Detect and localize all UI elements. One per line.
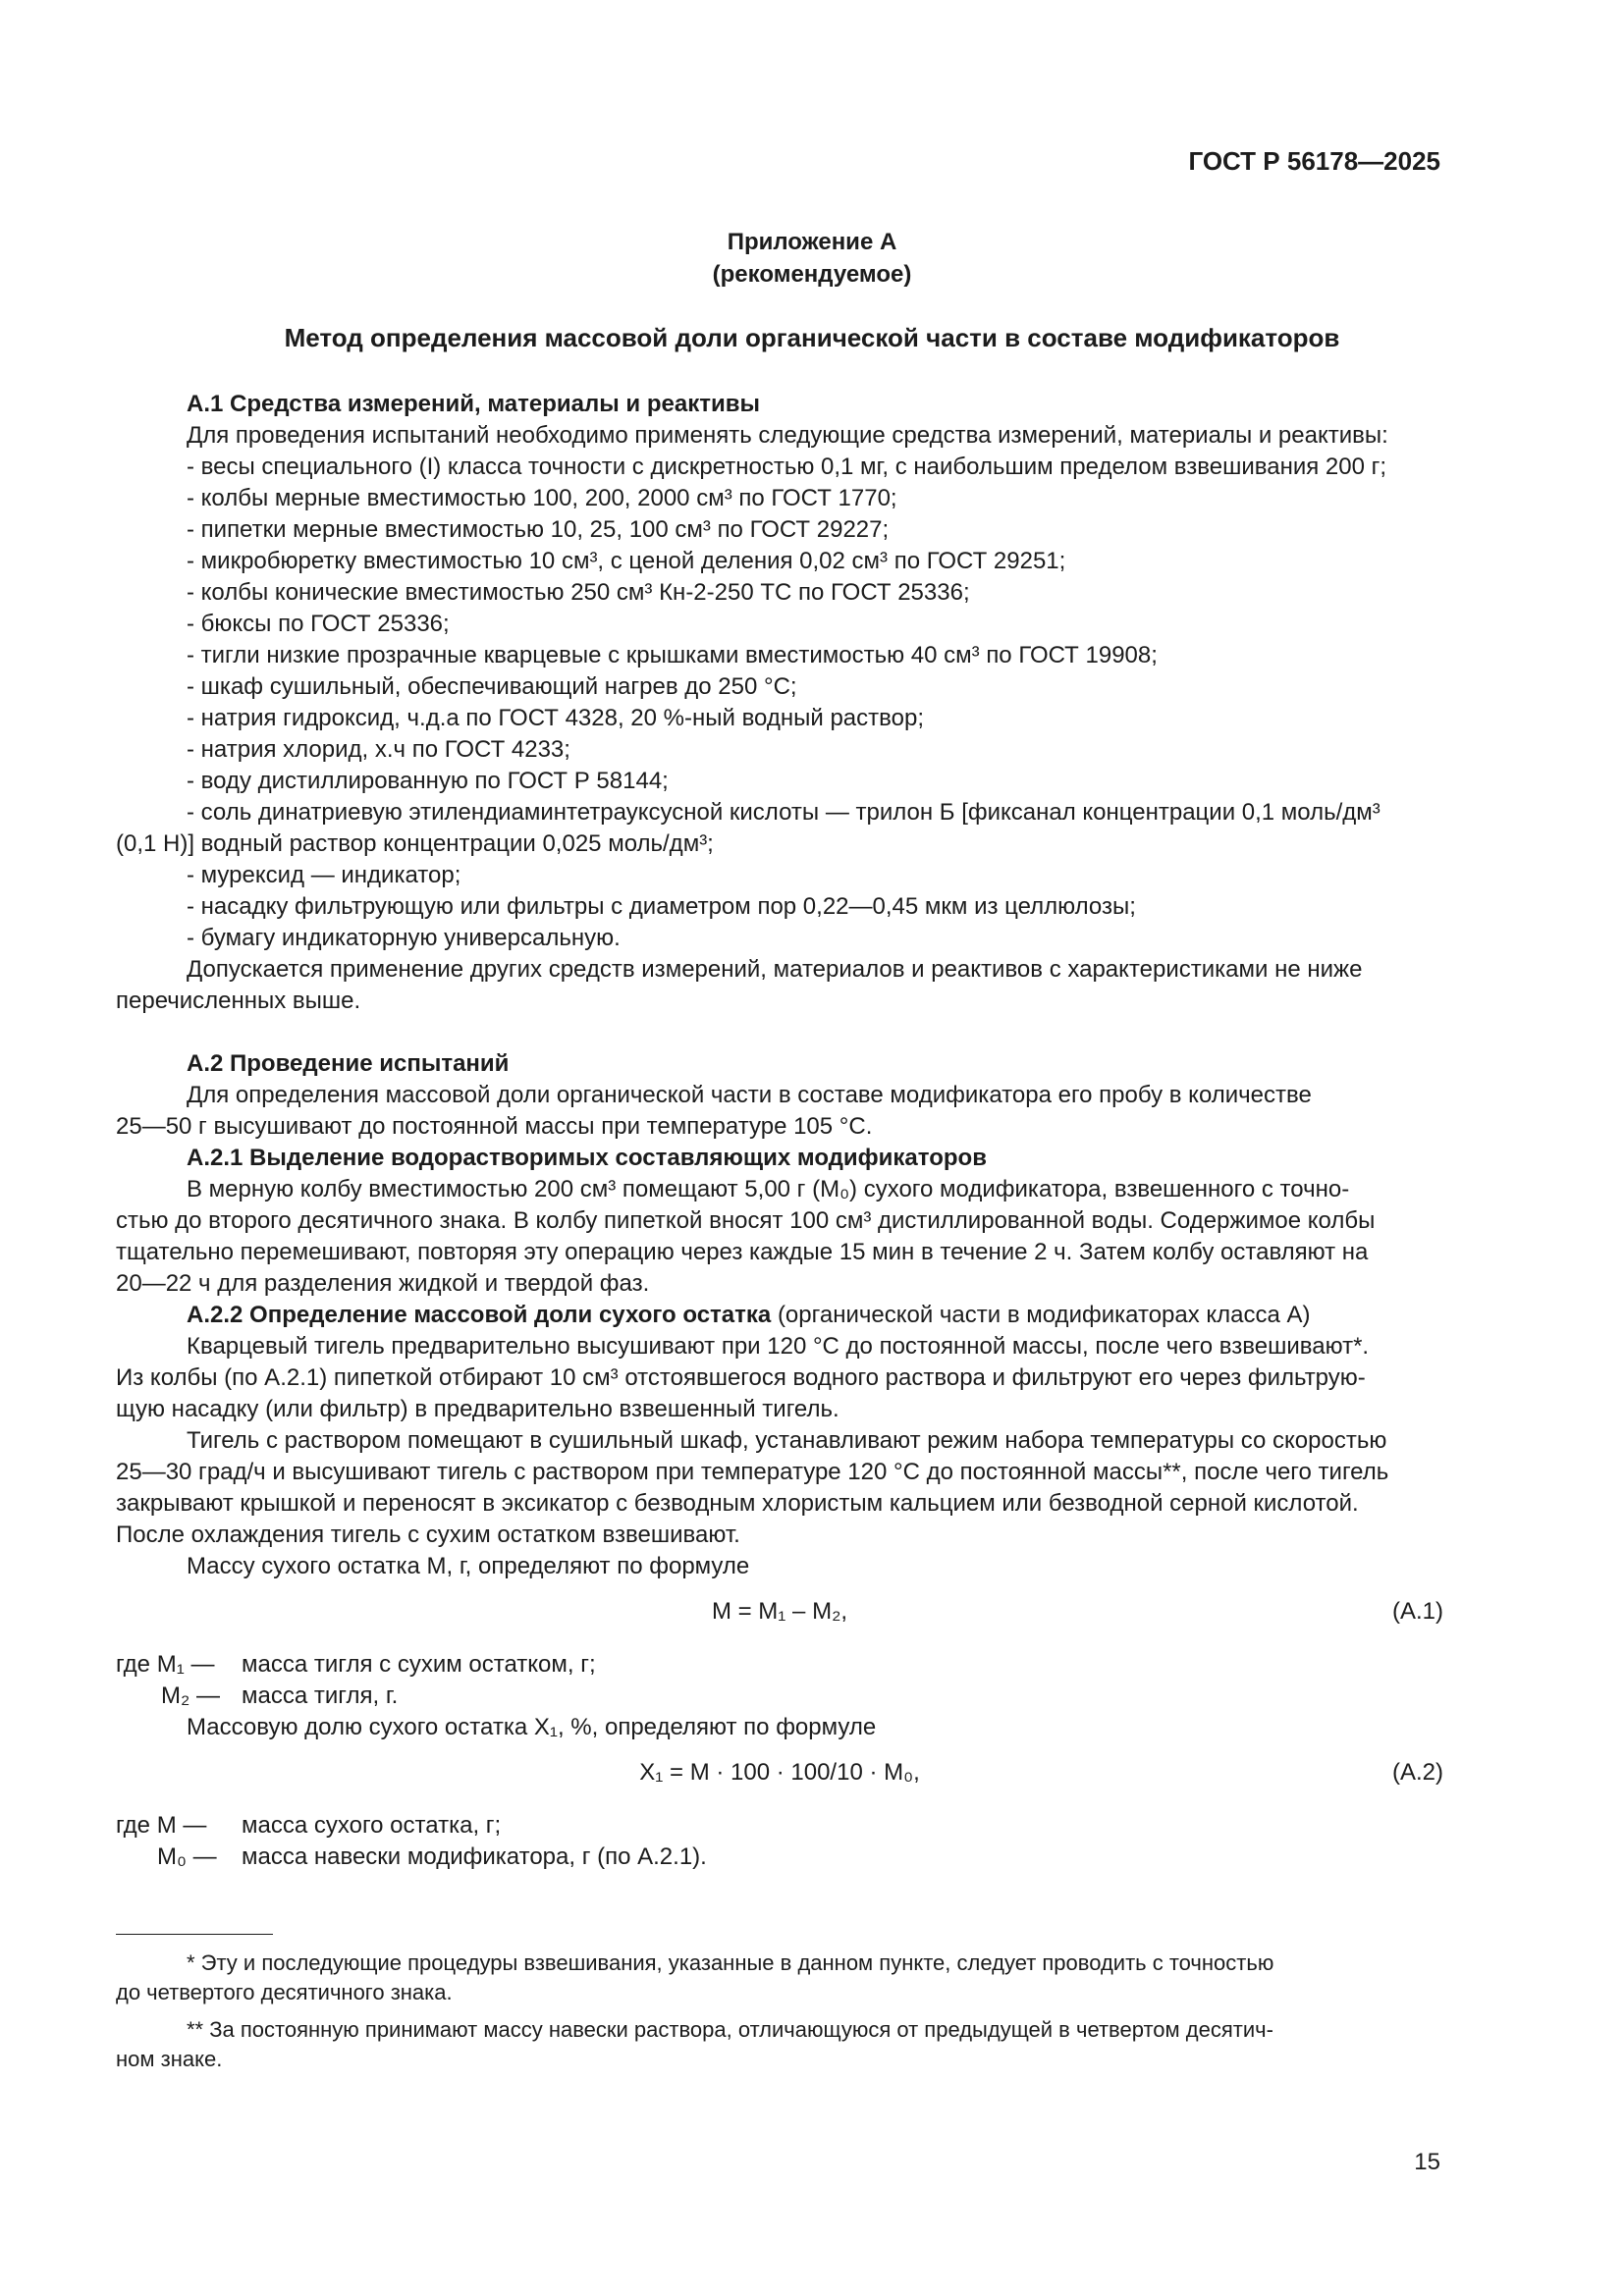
where-description: масса навески модификатора, г (по А.2.1).	[242, 1843, 707, 1870]
list-item: - насадку фильтрующую или фильтры с диаметром пор 0,22—0,45 мкм из целлюлозы;	[187, 893, 1136, 920]
subsection-a22-heading-line	[187, 1300, 1443, 1331]
section-a1-heading: А.1 Средства измерений, материалы и реактивы	[187, 391, 760, 417]
footnote-2: ** За постоянную принимают массу навески раствора, отличающуюся от предыдущей в четвертом десятич-	[187, 2017, 1273, 2042]
section-a2-intro: Для определения массовой доли органической части в составе модификатора его пробу в количестве	[187, 1082, 1312, 1108]
list-item: - натрия хлорид, х.ч по ГОСТ 4233;	[187, 736, 570, 763]
paragraph-line: Из колбы (по А.2.1) пипеткой отбирают 10 см³ отстоявшегося водного раствора и фильтруют его через фильтрую-	[116, 1364, 1366, 1391]
section-a1	[116, 389, 1443, 1017]
list-item: - соль динатриевую этилендиаминтетрауксусной кислоты — трилон Б [фиксанал концентрации 0,1 моль/дм³	[187, 799, 1380, 826]
where-line	[116, 1842, 1443, 1873]
list-item: - микробюретку вместимостью 10 см³, с ценой деления 0,02 см³ по ГОСТ 29251;	[187, 548, 1066, 574]
paragraph-line: Тигель с раствором помещают в сушильный шкаф, устанавливают режим набора температуры со скоростью	[187, 1427, 1387, 1454]
appendix-title: Метод определения массовой доли органической части в составе модификаторов	[284, 323, 1340, 352]
paragraph-line: После охлаждения тигель с сухим остатком взвешивают.	[116, 1522, 740, 1548]
where-line	[116, 1810, 1443, 1842]
section-a1-closing-continuation: перечисленных выше.	[116, 988, 361, 1014]
list-item: - колбы мерные вместимостью 100, 200, 2000 см³ по ГОСТ 1770;	[187, 485, 897, 511]
where-line	[116, 1681, 1443, 1712]
list-item: - колбы конические вместимостью 250 см³ Кн-2-250 ТС по ГОСТ 25336;	[187, 579, 970, 606]
where-description: масса сухого остатка, г;	[242, 1812, 502, 1839]
where-symbol: где M₁ —	[116, 1651, 215, 1678]
formula-a2	[116, 1757, 1443, 1789]
where-symbol: M₂ —	[161, 1682, 220, 1709]
paragraph-line: щую насадку (или фильтр) в предварительно взвешенный тигель.	[116, 1396, 839, 1422]
where-line	[116, 1649, 1443, 1681]
subsection-a22-heading: А.2.2 Определение массовой доли сухого остатка	[187, 1302, 772, 1328]
appendix-kind: (рекомендуемое)	[712, 261, 912, 288]
subsection-a21-heading: А.2.1 Выделение водорастворимых составляющих модификаторов	[187, 1145, 987, 1171]
footnote-1-continuation: до четвертого десятичного знака.	[116, 1980, 453, 2004]
paragraph-line: стью до второго десятичного знака. В колбу пипеткой вносят 100 см³ дистиллированной воды. Содержимое колбы	[116, 1207, 1376, 1234]
list-item: - натрия гидроксид, ч.д.а по ГОСТ 4328, 20 %-ный водный раствор;	[187, 705, 924, 731]
formula-a2-number: (А.2)	[1391, 1759, 1443, 1786]
list-item: - бумагу индикаторную универсальную.	[187, 925, 621, 951]
mass-formula-intro: Массу сухого остатка M, г, определяют по формуле	[187, 1553, 750, 1579]
footnotes	[116, 1934, 1443, 2074]
paragraph-line: В мерную колбу вместимостью 200 см³ помещают 5,00 г (M₀) сухого модификатора, взвешенного с точно-	[187, 1176, 1350, 1202]
section-a1-closing: Допускается применение других средств измерений, материалов и реактивов с характеристиками не ниже	[187, 956, 1363, 983]
section-a2	[116, 1048, 1443, 1873]
appendix-label: Приложение А	[727, 229, 897, 255]
where-symbol: где M —	[116, 1812, 207, 1839]
list-item: - тигли низкие прозрачные кварцевые с крышками вместимостью 40 см³ по ГОСТ 19908;	[187, 642, 1158, 668]
footnote-1: * Эту и последующие процедуры взвешивания, указанные в данном пункте, следует проводить с точностью	[187, 1950, 1274, 1975]
where-description: масса тигля с сухим остатком, г;	[242, 1651, 596, 1678]
where-description: масса тигля, г.	[242, 1682, 399, 1709]
formula-a1-number: (А.1)	[1391, 1598, 1443, 1625]
where-symbol: M₀ —	[157, 1843, 217, 1870]
paragraph-line: 25—30 град/ч и высушивают тигель с раствором при температуре 120 °С до постоянной массы**, после чего тигель	[116, 1459, 1389, 1485]
formula-a2-expression: X₁ = M · 100 · 100/10 · M₀,	[639, 1759, 920, 1786]
list-item: - бюксы по ГОСТ 25336;	[187, 611, 450, 637]
formula-a1	[116, 1596, 1443, 1628]
document-id: ГОСТ Р 56178—2025	[1188, 146, 1440, 176]
appendix-heading	[0, 226, 1624, 291]
subsection-a22-heading-rest: (органической части в модификаторах класса А)	[777, 1302, 1311, 1328]
list-item: - шкаф сушильный, обеспечивающий нагрев до 250 °С;	[187, 673, 797, 700]
paragraph-line: Кварцевый тигель предварительно высушивают при 120 °С до постоянной массы, после чего взвешивают*.	[187, 1333, 1370, 1360]
list-item: - мурексид — индикатор;	[187, 862, 461, 888]
footnote-2-continuation: ном знаке.	[116, 2047, 223, 2071]
section-a2-heading: А.2 Проведение испытаний	[187, 1050, 510, 1077]
list-item: - воду дистиллированную по ГОСТ Р 58144;	[187, 768, 669, 794]
paragraph-line: закрывают крышкой и переносят в эксикатор с безводным хлористым кальцием или безводной серной кислотой.	[116, 1490, 1359, 1517]
list-item-continuation: (0,1 Н)] водный раствор концентрации 0,025 моль/дм³;	[116, 830, 714, 857]
paragraph-line: 20—22 ч для разделения жидкой и твердой фаз.	[116, 1270, 650, 1297]
page-number: 15	[1414, 2149, 1440, 2175]
paragraph-line: тщательно перемешивают, повторяя эту операцию через каждые 15 мин в течение 2 ч. Затем колбу оставляют на	[116, 1239, 1369, 1265]
section-a2-intro-continuation: 25—50 г высушивают до постоянной массы при температуре 105 °С.	[116, 1113, 873, 1140]
section-a1-intro: Для проведения испытаний необходимо применять следующие средства измерений, материалы и реактивы:	[187, 422, 1388, 449]
list-item: - весы специального (I) класса точности с дискретностью 0,1 мг, с наибольшим пределом взвешивания 200 г;	[187, 454, 1387, 480]
formula-a1-expression: M = M₁ – M₂,	[711, 1598, 848, 1625]
fraction-formula-intro: Массовую долю сухого остатка X₁, %, определяют по формуле	[187, 1714, 877, 1740]
list-item: - пипетки мерные вместимостью 10, 25, 100 см³ по ГОСТ 29227;	[187, 516, 890, 543]
